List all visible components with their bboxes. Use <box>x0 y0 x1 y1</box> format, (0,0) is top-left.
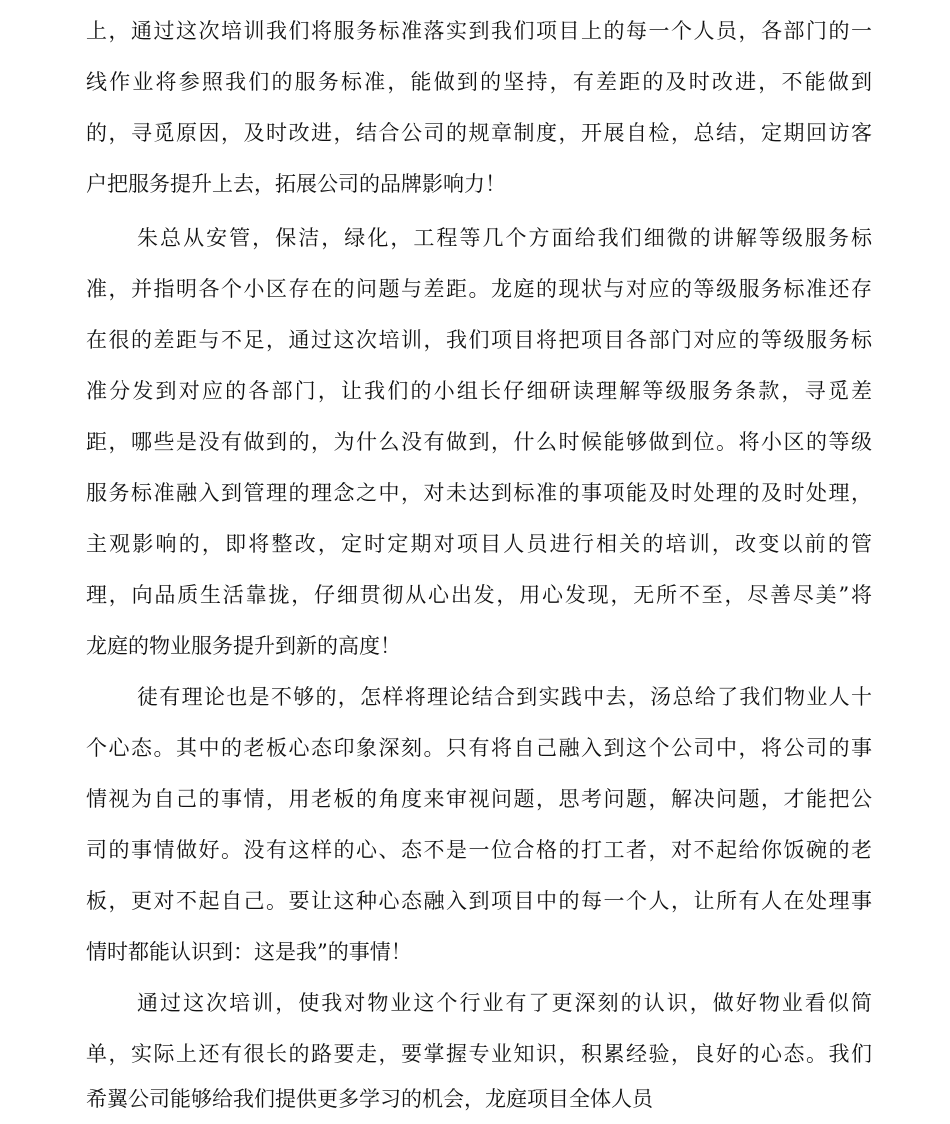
text-line: 板，更对不起自己。要让这种心态融入到项目中的每一个人，让所有人在处理事 <box>86 889 872 913</box>
text-line: 距，哪些是没有做到的，为什么没有做到，什么时候能够做到位。将小区的等级 <box>86 430 872 454</box>
text-line: 准分发到对应的各部门，让我们的小组长仔细研读理解等级服务条款，寻觅差 <box>86 379 872 403</box>
text-line: 服务标准融入到管理的理念之中，对未达到标准的事项能及时处理的及时处理， <box>86 481 872 505</box>
text-line: 希翼公司能够给我们提供更多学习的机会，龙庭项目全体人员 <box>86 1087 653 1111</box>
text-line: 理，向品质生活靠拢，仔细贯彻从心出发，用心发现，无所不至，尽善尽美”将 <box>86 583 872 607</box>
text-line: 徒有理论也是不够的，怎样将理论结合到实践中去，汤总给了我们物业人十 <box>137 685 872 709</box>
text-line: 的，寻觅原因，及时改进，结合公司的规章制度，开展自检，总结，定期回访客 <box>86 121 872 145</box>
text-line: 情视为自己的事情，用老板的角度来审视问题，思考问题，解决问题，才能把公 <box>86 787 872 811</box>
text-line: 户把服务提升上去，拓展公司的品牌影响力！ <box>86 172 506 196</box>
text-line: 在很的差距与不足，通过这次培训，我们项目将把项目各部门对应的等级服务标 <box>86 328 872 352</box>
text-line: 朱总从安管，保洁，绿化，工程等几个方面给我们细微的讲解等级服务标 <box>137 226 872 250</box>
text-line: 个心态。其中的老板心态印象深刻。只有将自己融入到这个公司中，将公司的事 <box>86 736 872 760</box>
text-line: 线作业将参照我们的服务标准，能做到的坚持，有差距的及时改进，不能做到 <box>86 70 872 94</box>
text-line: 主观影响的，即将整改，定时定期对项目人员进行相关的培训，改变以前的管 <box>86 532 872 556</box>
text-line: 上，通过这次培训我们将服务标准落实到我们项目上的每一个人员，各部门的一 <box>86 19 872 43</box>
text-line: 司的事情做好。没有这样的心、态不是一位合格的打工者，对不起给你饭碗的老 <box>86 838 872 862</box>
text-line: 单，实际上还有很长的路要走，要掌握专业知识，积累经验，良好的心态。我们 <box>86 1042 872 1066</box>
text-line: 龙庭的物业服务提升到新的高度！ <box>86 634 401 658</box>
text-line: 情时都能认识到：这是我”的事情！ <box>86 940 412 964</box>
text-line: 通过这次培训，使我对物业这个行业有了更深刻的认识，做好物业看似简 <box>137 991 872 1015</box>
text-line: 准，并指明各个小区存在的问题与差距。龙庭的现状与对应的等级服务标准还存 <box>86 277 872 301</box>
